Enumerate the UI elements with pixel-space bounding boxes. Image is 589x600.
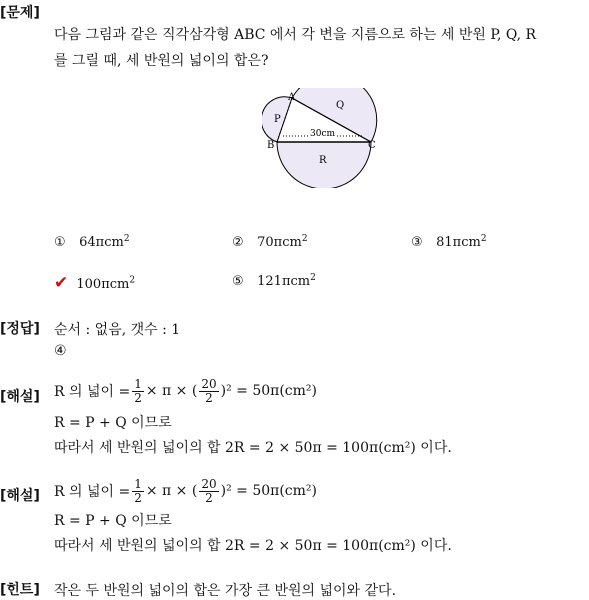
hint-text: 작은 두 반원의 넓이의 합은 가장 큰 반원의 넓이와 같다. <box>54 583 397 599</box>
option-2-text: 70πcm <box>257 235 302 251</box>
solution-1-line-2: R = P + Q 이므로 <box>54 415 172 431</box>
option-5[interactable]: ⑤ 121πcm$^2$ <box>232 273 316 290</box>
length-label: 30cm <box>310 129 336 139</box>
solution-tag-1: [해설] <box>0 389 40 405</box>
label-q: Q <box>336 100 345 111</box>
label-c: C <box>368 140 376 151</box>
option-2-mark: ② <box>232 235 244 251</box>
checkmark-icon: ✔ <box>54 273 69 293</box>
answer-tag: [정답] <box>0 321 40 337</box>
triangle-figure <box>262 88 382 188</box>
option-3[interactable]: ③ 81πcm$^2$ <box>411 234 487 251</box>
solution-tag-2: [해설] <box>0 488 40 504</box>
option-4[interactable]: ✔ 100πcm$^2$ <box>54 273 136 293</box>
answer-choice: ④ <box>54 343 67 359</box>
option-1-mark: ① <box>54 235 66 251</box>
option-4-text: 100πcm <box>76 277 130 292</box>
label-p: P <box>274 114 281 125</box>
solution-1-line-1: R 의 넓이 = $\frac{1}{2}$ × π × ( $\frac{20}{2}$ )² = 50π(cm²) <box>54 376 317 405</box>
answer-order: 순서 : 없음, 갯수 : 1 <box>54 322 181 338</box>
option-5-mark: ⑤ <box>232 274 244 290</box>
option-3-mark: ③ <box>411 235 423 251</box>
option-5-text: 121πcm <box>257 274 311 290</box>
label-b: B <box>267 140 275 151</box>
solution-2-line-1: R 의 넓이 = $\frac{1}{2}$ × π × ( $\frac{20}{2}$ )² = 50π(cm²) <box>54 476 317 505</box>
label-a: A <box>288 92 296 103</box>
problem-line-2: 를 그릴 때, 세 반원의 넓이의 합은? <box>54 53 269 69</box>
hint-tag: [힌트] <box>0 582 40 598</box>
option-1[interactable]: ① 64πcm$^2$ <box>54 234 130 251</box>
label-r: R <box>319 155 327 166</box>
option-1-text: 64πcm <box>79 235 124 251</box>
option-3-text: 81πcm <box>436 235 481 251</box>
solution-1-line-3: 따라서 세 반원의 넓이의 합 2R = 2 × 50π = 100π(cm²) 이다. <box>54 440 452 456</box>
option-2[interactable]: ② 70πcm$^2$ <box>232 234 308 251</box>
solution-2-line-3: 따라서 세 반원의 넓이의 합 2R = 2 × 50π = 100π(cm²) 이다. <box>54 538 452 554</box>
solution-2-line-2: R = P + Q 이므로 <box>54 513 172 529</box>
problem-tag: [문제] <box>0 5 40 21</box>
problem-line-1: 다음 그림과 같은 직각삼각형 ABC 에서 각 변을 지름으로 하는 세 반원 P, Q, R <box>54 27 537 43</box>
